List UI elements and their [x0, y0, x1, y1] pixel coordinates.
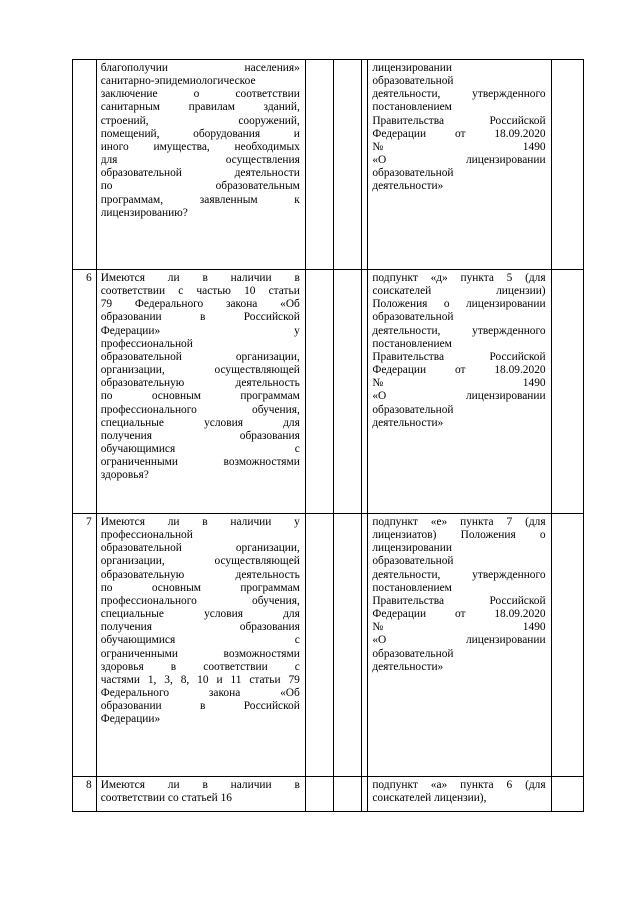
answer-no-cell[interactable]: [333, 270, 361, 514]
text-line: организации, осуществляющей: [100, 364, 300, 377]
text-line: частями 1, 3, 8, 10 и 11 статьи 79: [100, 673, 300, 686]
row-number: 6: [86, 272, 92, 284]
question-cell: [96, 777, 305, 812]
row-number-cell: [73, 270, 97, 514]
text-line: № 1490: [372, 140, 546, 153]
text-line: Правительства Российской: [372, 350, 546, 363]
row-number: [73, 60, 96, 62]
text-line: Федерации от 18.09.2020: [372, 364, 546, 377]
text-line: образовательной: [372, 75, 454, 88]
notes-cell[interactable]: [551, 777, 583, 812]
text-line: образовании в Российской: [100, 311, 300, 324]
text-line: постановлением: [372, 101, 452, 114]
text-line: деятельности, утвержденного: [372, 324, 546, 337]
answer-no-cell[interactable]: [333, 60, 361, 270]
text-line: лицензиатов) Положения о: [372, 529, 546, 542]
text-line: здоровья в соответствии с: [100, 660, 300, 673]
checklist-table: [72, 59, 584, 812]
text-line: санитарно-эпидемиологическое: [100, 75, 256, 88]
text-line: подпункт «д» пункта 5 (для: [372, 272, 546, 284]
question-text: [97, 777, 305, 805]
answer-no-cell[interactable]: [333, 777, 361, 812]
text-line: образовательной деятельности: [100, 167, 300, 180]
text-line: «О лицензировании: [372, 390, 546, 403]
text-line: заключение о соответствии: [100, 88, 300, 101]
notes-cell[interactable]: [551, 270, 583, 514]
text-line: специальные условия для: [100, 608, 300, 621]
text-line: образовательной организации,: [100, 350, 300, 363]
text-line: санитарным правилам зданий,: [100, 101, 300, 114]
text-line: соответствии со статьей 16: [100, 792, 233, 805]
text-line: Положения о лицензировании: [372, 298, 546, 311]
row-number-cell: [73, 514, 97, 777]
text-line: специальные условия для: [100, 416, 300, 429]
text-line: образовательной: [372, 167, 454, 180]
text-line: образовании в Российской: [100, 700, 300, 713]
text-line: ограниченными возможностями: [100, 456, 300, 469]
text-line: организации, осуществляющей: [100, 555, 300, 568]
row-number-cell: [73, 60, 97, 270]
answer-yes-cell[interactable]: [305, 60, 333, 270]
text-line: обучающимися с: [100, 443, 300, 456]
reference-text: [368, 60, 550, 194]
answer-yes-cell[interactable]: [305, 777, 333, 812]
answer-yes-cell[interactable]: [305, 514, 333, 777]
text-line: Имеются ли в наличии в: [100, 779, 300, 791]
text-line: образовательную деятельность: [100, 568, 300, 581]
reference-cell: [368, 514, 551, 777]
text-line: подпункт «а» пункта 6 (для: [372, 779, 546, 791]
text-line: постановлением: [372, 337, 452, 350]
reference-text: [368, 514, 550, 674]
text-line: по основным программам: [100, 390, 300, 403]
text-line: Федерации от 18.09.2020: [372, 127, 546, 140]
text-line: Имеются ли в наличии в: [100, 272, 300, 284]
text-line: для осуществления: [100, 154, 300, 167]
reference-text: [368, 270, 550, 430]
text-line: по образовательным: [100, 180, 300, 193]
text-line: № 1490: [372, 377, 546, 390]
text-line: лицензировании: [372, 62, 452, 74]
text-line: иного имущества, необходимых: [100, 140, 300, 153]
text-line: образовательной организации,: [100, 542, 300, 555]
row-number-cell: [73, 777, 97, 812]
question-cell: [96, 270, 305, 514]
text-line: обучающимися с: [100, 634, 300, 647]
text-line: помещений, оборудования и: [100, 127, 300, 140]
text-line: Федерации от 18.09.2020: [372, 608, 546, 621]
text-line: получения образования: [100, 429, 300, 442]
reference-cell: [368, 777, 551, 812]
text-line: лицензированию?: [100, 206, 188, 219]
text-line: лицензировании: [372, 542, 452, 555]
text-line: подпункт «е» пункта 7 (для: [372, 516, 546, 528]
question-cell: [96, 514, 305, 777]
text-line: деятельности, утвержденного: [372, 88, 546, 101]
table-row: [73, 777, 584, 812]
notes-cell[interactable]: [551, 60, 583, 270]
text-line: Федерации»: [100, 713, 161, 726]
answer-no-cell[interactable]: [333, 514, 361, 777]
question-cell: [96, 60, 305, 270]
text-line: постановлением: [372, 581, 452, 594]
row-number: 7: [86, 516, 92, 528]
text-line: здоровья?: [100, 469, 149, 482]
table-row: [73, 60, 584, 270]
text-line: профессиональной: [100, 529, 193, 542]
text-line: соответствии с частью 10 статьи: [100, 285, 300, 298]
text-line: образовательной: [372, 311, 454, 324]
reference-text: [368, 777, 550, 805]
text-line: программам, заявленным к: [100, 193, 300, 206]
question-text: [97, 270, 305, 483]
text-line: Имеются ли в наличии у: [100, 516, 300, 528]
text-line: 79 Федерального закона «Об: [100, 298, 300, 311]
text-line: профессионального обучения,: [100, 594, 300, 607]
text-line: деятельности»: [372, 416, 444, 429]
reference-cell: [368, 270, 551, 514]
text-line: образовательную деятельность: [100, 377, 300, 390]
text-line: Правительства Российской: [372, 594, 546, 607]
text-line: благополучии населения»: [100, 62, 300, 74]
text-line: образовательной: [372, 555, 454, 568]
table-row: [73, 270, 584, 514]
table-row: [73, 514, 584, 777]
question-text: [97, 514, 305, 727]
text-line: «О лицензировании: [372, 154, 546, 167]
text-line: Правительства Российской: [372, 114, 546, 127]
reference-cell: [368, 60, 551, 270]
text-line: образовательной: [372, 647, 454, 660]
text-line: получения образования: [100, 621, 300, 634]
answer-yes-cell[interactable]: [305, 270, 333, 514]
text-line: профессиональной: [100, 337, 193, 350]
text-line: соискателей лицензии): [372, 285, 546, 298]
question-text: [97, 60, 305, 220]
text-line: деятельности»: [372, 660, 444, 673]
notes-cell[interactable]: [551, 514, 583, 777]
text-line: по основным программам: [100, 581, 300, 594]
text-line: «О лицензировании: [372, 634, 546, 647]
text-line: ограниченными возможностями: [100, 647, 300, 660]
text-line: строений, сооружений,: [100, 114, 300, 127]
text-line: профессионального обучения,: [100, 403, 300, 416]
text-line: Федерации» у: [100, 324, 300, 337]
text-line: Федерального закона «Об: [100, 687, 300, 700]
text-line: деятельности, утвержденного: [372, 568, 546, 581]
text-line: образовательной: [372, 403, 454, 416]
text-line: соискателей лицензии),: [372, 792, 487, 805]
text-line: № 1490: [372, 621, 546, 634]
row-number: 8: [86, 779, 92, 791]
text-line: деятельности»: [372, 180, 444, 193]
